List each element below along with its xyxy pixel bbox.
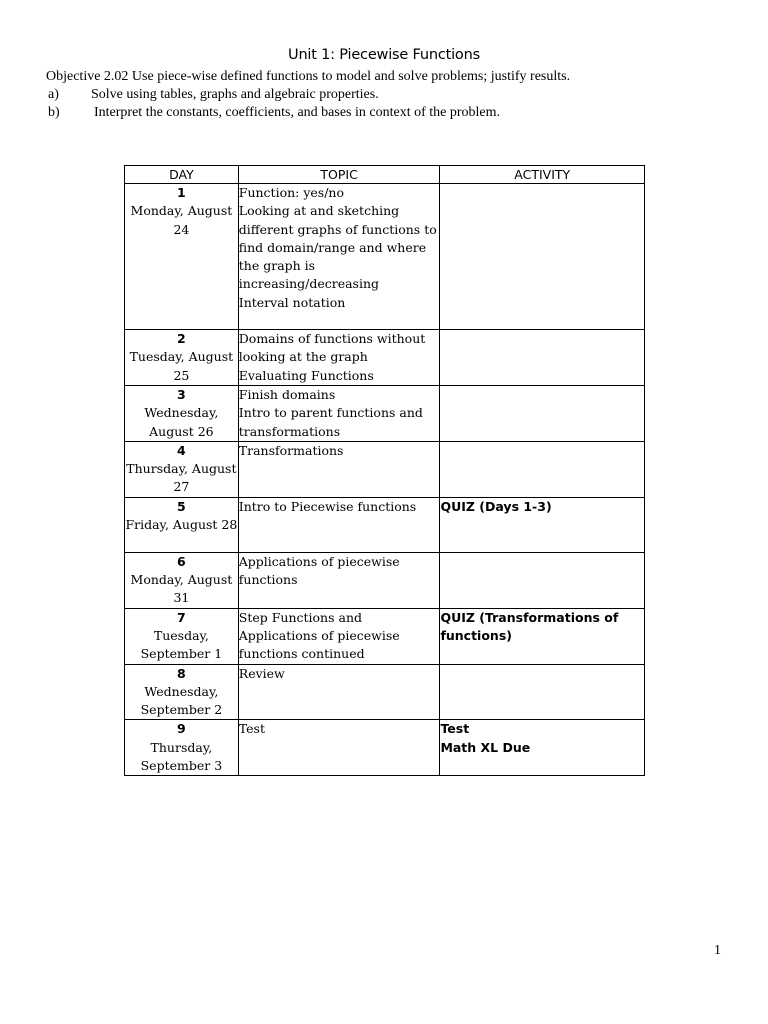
topic-line: Evaluating Functions <box>238 367 374 383</box>
activity-line: Math XL Due <box>440 739 531 755</box>
topic-line: Intro to Piecewise functions <box>238 498 417 514</box>
topic-cell <box>238 330 440 386</box>
sub-item-letter: a) <box>48 87 59 102</box>
schedule-body <box>125 184 645 776</box>
day-number: 5 <box>177 498 186 514</box>
table-row <box>125 720 645 776</box>
sub-item-letter: b) <box>48 105 60 120</box>
activity-cell <box>440 664 645 720</box>
table-row <box>125 386 645 442</box>
topic-line: Test <box>238 721 265 737</box>
topic-cell <box>238 497 440 552</box>
sub-item-text: Interpret the constants, coefficients, and bases in context of the problem. <box>94 105 500 120</box>
day-cell <box>125 330 239 386</box>
activity-cell <box>440 552 645 608</box>
topic-line: Function: yes/no <box>238 185 344 200</box>
day-cell <box>125 608 239 664</box>
day-cell <box>125 441 239 497</box>
day-date: Tuesday, August 25 <box>129 349 234 383</box>
day-date: Monday, August 24 <box>130 203 233 237</box>
topic-cell <box>238 608 440 664</box>
table-row <box>125 608 645 664</box>
table-row <box>125 664 645 720</box>
activity-cell <box>440 497 645 552</box>
day-number: 4 <box>177 442 186 458</box>
activity-line: QUIZ (Days 1-3) <box>440 498 552 514</box>
topic-cell <box>238 720 440 776</box>
day-date: Tuesday, September 1 <box>140 627 223 662</box>
day-number: 6 <box>177 553 186 569</box>
table-row <box>125 497 645 552</box>
day-cell <box>125 184 239 330</box>
topic-cell <box>238 184 440 330</box>
objective-text: Objective 2.02 Use piece-wise defined functions to model and solve problems; justify results. <box>46 69 571 84</box>
table-row <box>125 330 645 386</box>
sub-item-text: Solve using tables, graphs and algebraic properties. <box>91 87 379 102</box>
day-number: 9 <box>177 721 186 737</box>
topic-line: Finish domains <box>238 387 336 402</box>
activity-cell <box>440 720 645 776</box>
schedule-table <box>124 165 645 776</box>
topic-cell <box>238 552 440 608</box>
table-header-row <box>125 166 645 184</box>
topic-cell <box>238 386 440 442</box>
day-number: 2 <box>177 331 186 346</box>
header-activity: ACTIVITY <box>440 166 645 184</box>
topic-line: Review <box>238 665 285 681</box>
activity-cell <box>440 386 645 442</box>
day-number: 7 <box>177 609 186 625</box>
day-date: Wednesday, August 26 <box>144 405 219 439</box>
table-row <box>125 184 645 330</box>
day-date: Friday, August 28 <box>125 517 238 533</box>
day-number: 8 <box>177 665 186 681</box>
day-cell <box>125 386 239 442</box>
activity-cell <box>440 608 645 664</box>
day-date: Wednesday, September 2 <box>140 683 223 718</box>
topic-cell <box>238 664 440 720</box>
day-number: 1 <box>177 185 186 200</box>
day-date: Thursday, September 3 <box>140 739 223 774</box>
document-title: Unit 1: Piecewise Functions <box>288 47 480 63</box>
activity-cell <box>440 330 645 386</box>
table-row <box>125 441 645 497</box>
activity-cell <box>440 184 645 330</box>
topic-line: Step Functions and Applications of piecewise functions continued <box>238 609 400 662</box>
topic-line: Looking at and sketching different graphs of functions to find domain/range and where the graph is increasing/decreasing <box>238 203 437 292</box>
day-cell <box>125 664 239 720</box>
day-cell <box>125 497 239 552</box>
day-cell <box>125 552 239 608</box>
activity-line: Test <box>440 721 470 737</box>
day-date: Thursday, August 27 <box>126 461 237 495</box>
topic-line: Domains of functions without looking at the graph <box>238 331 426 365</box>
topic-cell <box>238 441 440 497</box>
header-day: DAY <box>125 166 239 184</box>
header-topic: TOPIC <box>238 166 440 184</box>
topic-line: Intro to parent functions and transformations <box>238 405 423 439</box>
table-row <box>125 552 645 608</box>
day-number: 3 <box>177 387 186 402</box>
page-number: 1 <box>714 943 721 958</box>
topic-line: Interval notation <box>238 294 346 310</box>
day-cell <box>125 720 239 776</box>
topic-line: Transformations <box>238 442 344 458</box>
activity-line: QUIZ (Transformations of functions) <box>440 609 619 643</box>
topic-line: Applications of piecewise functions <box>238 553 400 588</box>
day-date: Monday, August 31 <box>130 572 233 606</box>
activity-cell <box>440 441 645 497</box>
